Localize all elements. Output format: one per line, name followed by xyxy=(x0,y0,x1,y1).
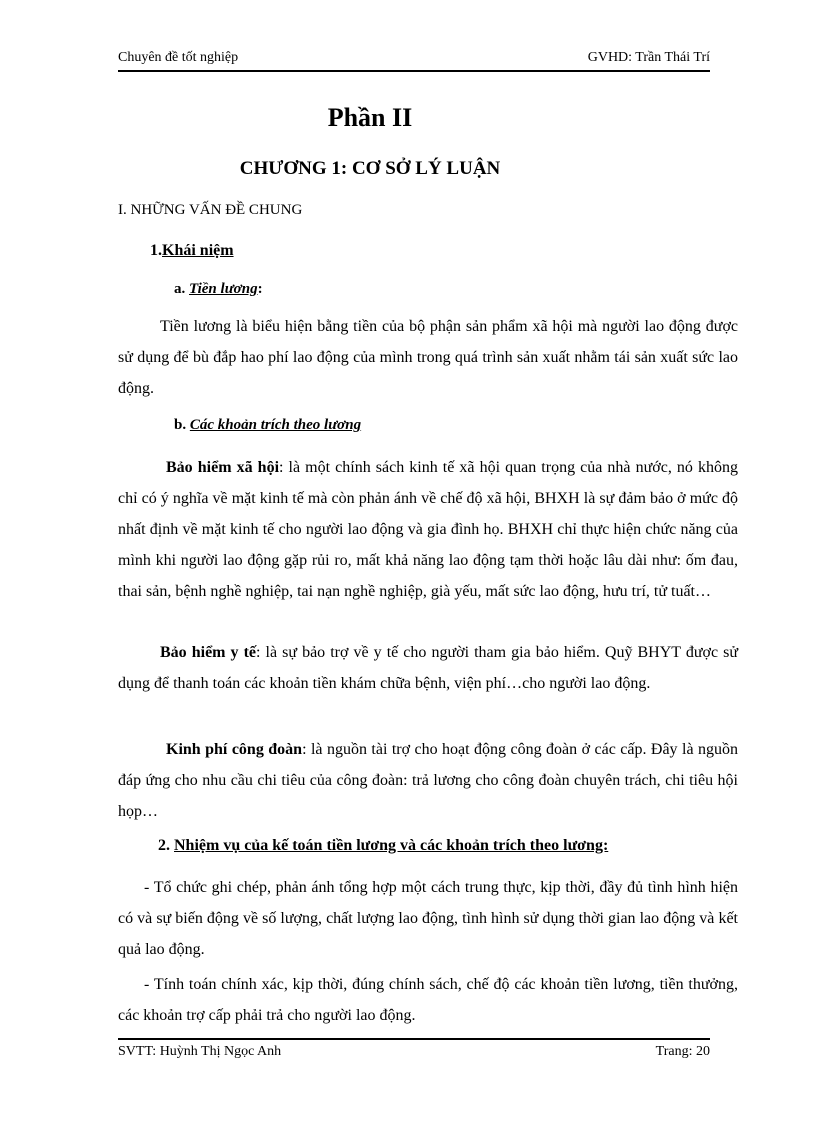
item-a-title: Tiền lương xyxy=(189,281,258,297)
part-title: Phần II xyxy=(327,103,413,132)
item-b-heading xyxy=(174,417,361,434)
subsection-2-title: Nhiệm vụ của kế toán tiền lương và các khoản trích theo lương: xyxy=(174,837,609,854)
paragraph-bhxh xyxy=(118,452,738,607)
task-item-1: - Tổ chức ghi chép, phản ánh tổng hợp một cách trung thực, kịp thời, đầy đủ tình hình hiện có và sự biến động về số lượng, chất lượng lao động, tình hình sử dụng thời gian lao động và kết quả lao động. xyxy=(118,879,738,958)
item-a-suffix: : xyxy=(257,281,263,297)
paragraph-kpcd xyxy=(118,734,738,827)
subsection-1-number: 1. xyxy=(150,242,162,259)
footer-left-text: SVTT: Huỳnh Thị Ngọc Anh xyxy=(118,1044,282,1059)
footer-page-number: Trang: 20 xyxy=(655,1044,710,1059)
bhxh-term: Bảo hiểm xã hội xyxy=(166,459,280,476)
item-a-letter: a. xyxy=(174,281,189,297)
subsection-2-heading xyxy=(158,837,608,855)
subsection-2-number: 2. xyxy=(158,837,174,854)
subsection-1-title: Khái niệm xyxy=(162,242,234,259)
item-b-title: Các khoản trích theo lương xyxy=(189,417,362,433)
subsection-1-heading xyxy=(150,242,234,260)
item-a-heading xyxy=(174,281,263,298)
bhyt-text: : là sự bảo trợ về y tế cho người tham gia bảo hiểm. Quỹ BHYT được sử dụng để thanh toán các khoản tiền khám chữa bệnh, viện phí…cho người lao động. xyxy=(118,644,739,692)
kpcd-text: : là nguồn tài trợ cho hoạt động công đoàn ở các cấp. Đây là nguồn đáp ứng cho nhu cầu chi tiêu của công đoàn: trả lương cho công đoàn chuyên trách, chi tiêu hội họp… xyxy=(118,741,738,820)
paragraph-bhyt xyxy=(118,637,738,699)
item-b-letter: b. xyxy=(174,417,190,433)
paragraph-salary: Tiền lương là biểu hiện bằng tiền của bộ phận sản phẩm xã hội mà người lao động được sử dụng để bù đắp hao phí lao động của mình trong quá trình sản xuất nhằm tái sản xuất sức lao động. xyxy=(118,318,738,397)
bhxh-text: : là một chính sách kinh tế xã hội quan trọng của nhà nước, nó không chỉ có ý nghĩa về mặt kinh tế mà còn phản ánh về chế độ xã hội, BHXH là sự đảm bảo ở mức độ nhất định về mặt kinh tế cho người lao động và gia đình họ. BHXH chỉ thực hiện chức năng của mình khi người lao động gặp rủi ro, mất khả năng lao động tạm thời hoặc lâu dài như: ốm đau, thai sản, bệnh nghề nghiệp, tai nạn nghề nghiệp, già yếu, mất sức lao động, hưu trí, tử tuất… xyxy=(118,459,739,600)
header-left-text: Chuyên đề tốt nghiệp xyxy=(118,50,239,65)
header-right-text: GVHD: Trần Thái Trí xyxy=(587,50,710,65)
chapter-title: CHƯƠNG 1: CƠ SỞ LÝ LUẬN xyxy=(239,158,501,179)
kpcd-term: Kinh phí công đoàn xyxy=(166,741,303,758)
page-header xyxy=(118,50,710,72)
task-item-2: - Tính toán chính xác, kịp thời, đúng chính sách, chế độ các khoản tiền lương, tiền thưởng, các khoản trợ cấp phải trả cho người lao động. xyxy=(118,976,738,1024)
bhyt-term: Bảo hiểm y tế xyxy=(160,644,257,661)
section-heading: I. NHỮNG VẤN ĐỀ CHUNG xyxy=(118,202,303,218)
page-footer xyxy=(118,1038,710,1065)
